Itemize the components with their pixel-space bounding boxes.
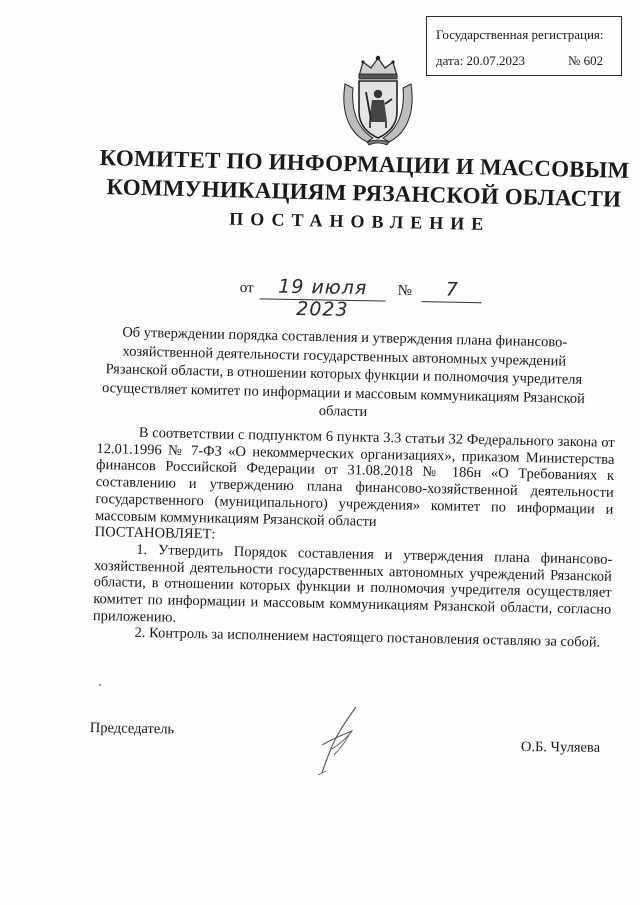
scan-speck (99, 684, 101, 686)
item-2-paragraph: 2. Контроль за исполнением настоящего постановления оставляю за собой. (134, 625, 601, 652)
handwritten-date: 19 июля 2023 (260, 275, 386, 301)
document-subject: Об утверждении порядка составления и утверждения плана финансово-хозяйственной деятельности государственных автономных учреждений Рязанской области, в отношении которых функции и полномочия учредителя осуществляет комитет по информации и массовым коммуникациям Рязанской области (101, 324, 586, 421)
item-1-paragraph: 1. Утвердить Порядок составления и утверждения плана финансово-хозяйственной деятельности государственных автономных учреждений Рязанской области, в отношении которых функции и полномочия учредителя осуществляет комитет по информации и массовым коммуникациям Рязанской области, согласно приложению. (92, 541, 613, 626)
preamble-paragraph: В соответствии с подпунктом 6 пункта 3.3 статьи 32 Федерального закона от 12.01.1996 № 7-ФЗ «О некоммерческих организациях», приказом Министерства финансов Российской Федерации от 31.08.2018 № 186н «О Требованиях к составлению и утверждению плана финансово-хозяйственной деятельности государственного (муниципального) учреждения» комитет по информации и массовым коммуникациям Рязанской области (94, 424, 615, 530)
handwritten-signature (316, 705, 368, 777)
registration-number: № 602 (568, 53, 604, 68)
registration-stamp (426, 16, 622, 76)
registration-label: Государственная регистрация: (436, 27, 604, 42)
registration-date-line (436, 53, 604, 69)
number-label: № (397, 282, 413, 300)
from-label: от (239, 279, 254, 297)
signatory-title: Председатель (89, 720, 175, 738)
registration-date: дата: 20.07.2023 (436, 53, 526, 68)
issue-date-line (239, 275, 490, 321)
document-body (92, 424, 614, 652)
handwritten-number: 7 (422, 278, 482, 303)
coat-of-arms-emblem (337, 54, 419, 146)
committee-title: КОМИТЕТ ПО ИНФОРМАЦИИ И МАССОВЫМ КОММУНИКАЦИЯМ РЯЗАНСКОЙ ОБЛАСТИ (99, 145, 630, 212)
resolves-heading: ПОСТАНОВЛЯЕТ: (94, 524, 216, 543)
signatory-name: О.Б. Чуляева (520, 739, 601, 756)
document-type: ПОСТАНОВЛЕНИЕ (229, 208, 491, 235)
